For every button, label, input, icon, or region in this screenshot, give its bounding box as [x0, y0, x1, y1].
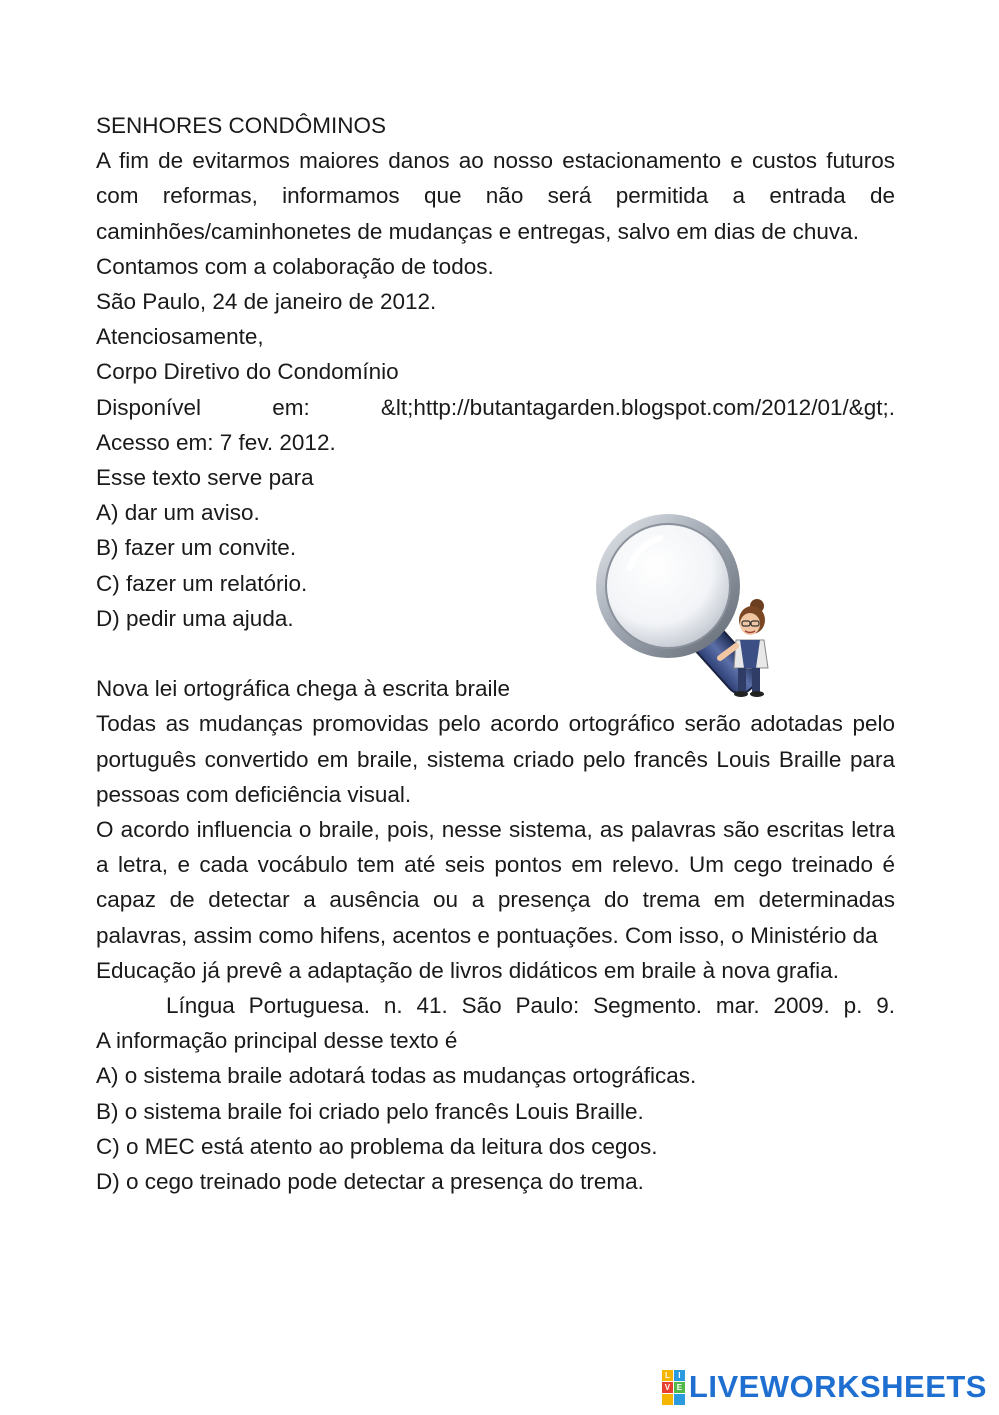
text1-line-signature: Corpo Diretivo do Condomínio — [96, 359, 399, 385]
question1-option-a[interactable]: A) dar um aviso. — [96, 500, 260, 526]
text2-paragraph-1: Todas as mudanças promovidas pelo acordo ortográfico serão adotadas pelo português convertido em braile, sistema criado pelo francês Louis Braille para pessoas com deficiência visual. — [96, 711, 895, 807]
question2-prompt: A informação principal desse texto é — [96, 1028, 458, 1054]
logo-letter-e: E — [674, 1382, 685, 1393]
question1-option-c[interactable]: C) fazer um relatório. — [96, 570, 308, 596]
logo-icon — [662, 1370, 685, 1405]
text2-title: Nova lei ortográfica chega à escrita braile — [96, 676, 510, 702]
text1-source: Disponível em: &lt;http://butantagarden.blogspot.com/2012/01/&gt;. — [96, 394, 895, 420]
logo-letter-v: V — [662, 1382, 673, 1393]
question2-option-a[interactable]: A) o sistema braile adotará todas as mudanças ortográficas. — [96, 1063, 697, 1089]
logo-letter-i: I — [674, 1370, 685, 1381]
question1-option-b[interactable]: B) fazer um convite. — [96, 535, 297, 561]
question1-option-d[interactable]: D) pedir uma ajuda. — [96, 605, 294, 631]
text2-paragraph-3: Educação já prevê a adaptação de livros didáticos em braile à nova grafia. — [96, 957, 839, 983]
text1-body: A fim de evitarmos maiores danos ao nosso estacionamento e custos futuros com reformas, informamos que não será permitida a entrada de caminhões/caminhonetes de mudanças e entregas, salvo em dias de chuva. — [96, 148, 895, 244]
text2-citation: Língua Portuguesa. n. 41. São Paulo: Segmento. mar. 2009. p. 9. — [166, 993, 895, 1019]
question2-option-c[interactable]: C) o MEC está atento ao problema da leitura dos cegos. — [96, 1133, 658, 1159]
logo-square — [662, 1394, 673, 1405]
text1-line-collaboration: Contamos com a colaboração de todos. — [96, 253, 494, 279]
text1-line-regards: Atenciosamente, — [96, 324, 264, 350]
question1-prompt: Esse texto serve para — [96, 465, 314, 491]
logo-square — [674, 1394, 685, 1405]
text1-access: Acesso em: 7 fev. 2012. — [96, 429, 336, 455]
logo-text: LIVEWORKSHEETS — [688, 1369, 987, 1404]
question2-option-b[interactable]: B) o sistema braile foi criado pelo francês Louis Braille. — [96, 1098, 644, 1124]
logo-letter-l: L — [662, 1370, 673, 1381]
magnifying-glass-illustration — [590, 508, 780, 703]
question2-option-d[interactable]: D) o cego treinado pode detectar a presença do trema. — [96, 1169, 644, 1195]
text1-title: SENHORES CONDÔMINOS — [96, 113, 387, 138]
text2-paragraph-2: O acordo influencia o braile, pois, nesse sistema, as palavras são escritas letra a letra, e cada vocábulo tem até seis pontos em relevo. Um cego treinado é capaz de detectar a ausência ou a presença do trema em determinadas palavras, assim como hifens, acentos e pontuações. Com isso, o Ministério da — [96, 817, 895, 948]
text1-line-date: São Paulo, 24 de janeiro de 2012. — [96, 289, 437, 315]
liveworksheets-logo — [662, 1367, 987, 1407]
